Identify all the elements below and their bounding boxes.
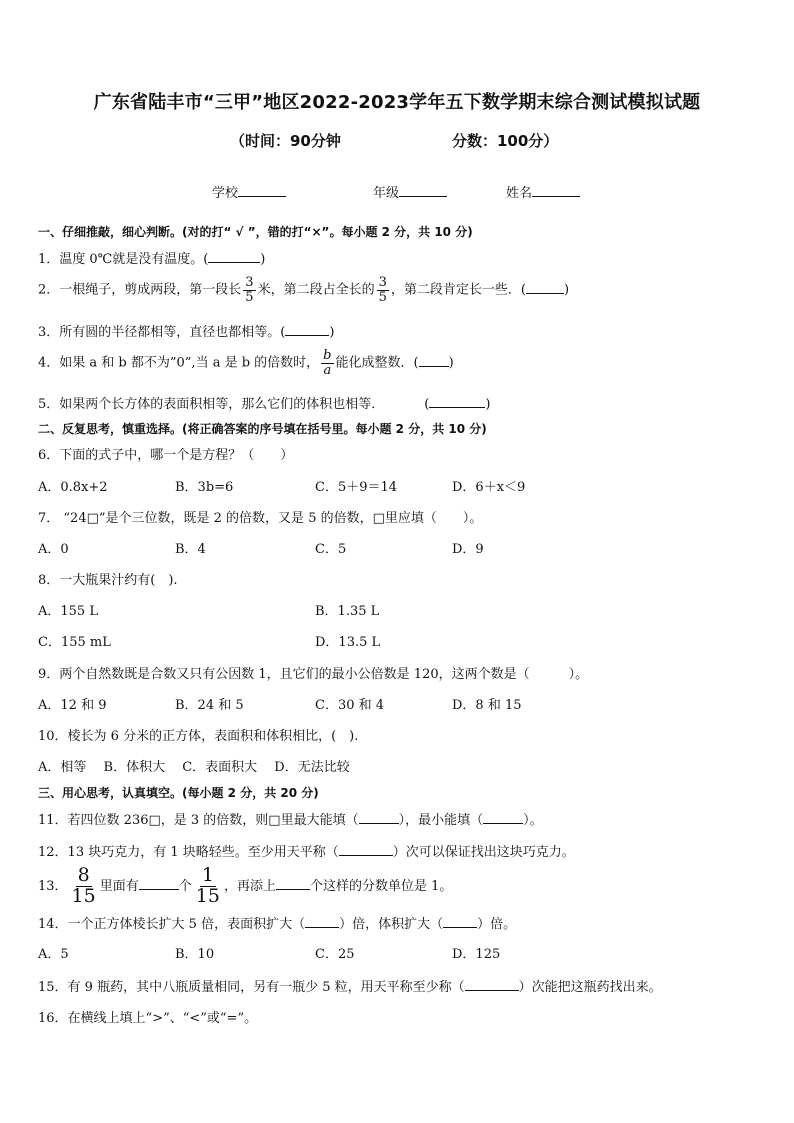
question-12: [38, 845, 575, 859]
q14-blank-1[interactable]: [305, 917, 339, 928]
grade-label: 年级: [373, 186, 400, 201]
q6-option-c[interactable]: C．5＋9＝14: [315, 480, 398, 495]
q4-close: ): [448, 355, 454, 371]
school-blank[interactable]: [238, 184, 286, 197]
q2-fraction-2: [377, 276, 389, 304]
q3-answer-blank[interactable]: [285, 325, 329, 336]
q13-frac2-den: 15: [195, 884, 220, 907]
question-1: [38, 252, 265, 266]
q14-option-b[interactable]: B．10: [175, 947, 215, 962]
q14-blank-2[interactable]: [443, 917, 477, 928]
q7-option-a[interactable]: A．0: [38, 542, 69, 557]
q14-option-a[interactable]: A．5: [38, 947, 69, 962]
q11-blank-2[interactable]: [483, 813, 523, 824]
q14-text-b: ）倍，体积扩大（: [339, 917, 444, 932]
q13-text-b: 里面有: [99, 878, 139, 894]
q13-blank-2[interactable]: [276, 879, 310, 890]
q15-blank[interactable]: [465, 980, 519, 991]
q14-option-d[interactable]: D．125: [452, 947, 501, 962]
q5-open: (: [424, 397, 430, 412]
q15-text-a: 15．有 9 瓶药，其中八瓶质量相同，另有一瓶少 5 粒，用天平称至少称（: [38, 980, 465, 995]
question-5: [38, 397, 490, 411]
q13-text-a: 13．: [38, 878, 68, 894]
q13-text-c: 个: [178, 878, 192, 894]
section2-heading: 二、反复思考，慎重选择。(将正确答案的序号填在括号里。每小题 2 分，共 10 分): [38, 422, 487, 436]
q2-frac1-num: 3: [245, 275, 254, 290]
exam-time: （时间：90分钟: [230, 132, 341, 150]
question-3: [38, 325, 334, 339]
q8-option-b[interactable]: B．1.35 L: [315, 604, 380, 619]
q2-text-c: ，第二段肯定长一些．(: [390, 282, 526, 298]
q11-text-c: ）。: [523, 813, 543, 828]
exam-score: 分数：100分）: [452, 132, 559, 150]
q5-text: 5．如果两个长方体的表面积相等，那么它们的体积也相等．: [38, 397, 385, 412]
q4-frac-den: a: [323, 362, 332, 378]
q12-blank[interactable]: [339, 845, 393, 856]
q10-options[interactable]: A．相等 B．体积大 C．表面积大 D．无法比较: [38, 760, 350, 775]
question-7: 7． “24□”是个三位数，既是 2 的倍数，又是 5 的倍数，□里应填（ ）。: [38, 511, 483, 526]
q7-option-d[interactable]: D．9: [452, 542, 484, 557]
question-15: [38, 980, 662, 994]
q11-blank-1[interactable]: [359, 813, 399, 824]
q14-text-a: 14．一个正方体棱长扩大 5 倍，表面积扩大（: [38, 917, 306, 932]
question-2: [38, 276, 569, 304]
q6-option-a[interactable]: A．0.8x+2: [38, 480, 108, 495]
q11-text-b: ），最小能填（: [398, 813, 484, 828]
q13-text-d: ，再添上: [223, 878, 276, 894]
q4-text-a: 4．如果 a 和 b 都不为”0”,当 a 是 b 的倍数时，: [38, 355, 320, 371]
q8-option-c[interactable]: C．155 mL: [38, 635, 111, 650]
q9-option-a[interactable]: A．12 和 9: [38, 698, 107, 713]
q13-blank-1[interactable]: [139, 879, 179, 890]
q5-answer-blank[interactable]: [429, 397, 485, 408]
q8-option-d[interactable]: D．13.5 L: [315, 635, 381, 650]
q7-option-c[interactable]: C．5: [315, 542, 347, 557]
grade-field[interactable]: [373, 182, 447, 201]
grade-blank[interactable]: [399, 184, 447, 197]
q9-option-b[interactable]: B．24 和 5: [175, 698, 244, 713]
q1-text: 1．温度 0℃就是没有温度。(: [38, 252, 209, 267]
question-14: [38, 917, 516, 931]
q6-option-b[interactable]: B．3b=6: [175, 480, 234, 495]
q2-close: ): [563, 282, 570, 298]
name-blank[interactable]: [532, 184, 580, 197]
name-label: 姓名: [506, 186, 533, 201]
school-label: 学校: [212, 186, 239, 201]
q5-close: ): [485, 397, 491, 412]
q2-frac1-den: 5: [245, 289, 254, 305]
q4-frac-num: b: [323, 348, 332, 363]
q2-frac2-den: 5: [378, 289, 387, 305]
q13-fraction-2: [194, 866, 222, 907]
q8-option-a[interactable]: A．155 L: [38, 604, 98, 619]
q2-text-b: 米，第二段占全长的: [257, 282, 375, 298]
q2-fraction-1: [243, 276, 255, 304]
school-field[interactable]: [212, 182, 286, 201]
section1-heading: 一、仔细推敲，细心判断。(对的打“ √ ”，错的打“×”。每小题 2 分，共 10 分): [38, 225, 473, 239]
q13-frac1-num: 8: [77, 864, 90, 886]
name-field[interactable]: [506, 182, 580, 201]
question-10: 10．棱长为 6 分米的正方体，表面积和体积相比，( ).: [38, 729, 359, 744]
q1-answer-blank[interactable]: [208, 252, 260, 263]
q4-answer-blank[interactable]: [419, 356, 449, 367]
q6-option-d[interactable]: D．6＋x＜9: [452, 480, 526, 495]
question-11: [38, 813, 543, 827]
question-6: 6．下面的式子中，哪一个是方程？（ ）: [38, 448, 294, 463]
q14-text-c: ）倍。: [477, 917, 517, 932]
q9-option-d[interactable]: D．8 和 15: [452, 698, 522, 713]
question-13: [38, 866, 452, 907]
q4-fraction: [321, 349, 333, 377]
q2-text-a: 2．一根绳子，剪成两段，第一段长: [38, 282, 242, 298]
q14-option-c[interactable]: C．25: [315, 947, 355, 962]
q7-option-b[interactable]: B．4: [175, 542, 206, 557]
q11-text-a: 11．若四位数 236□，是 3 的倍数，则□里最大能填（: [38, 813, 359, 828]
page-title: 广东省陆丰市“三甲”地区2022-2023学年五下数学期末综合测试模拟试题: [93, 92, 701, 113]
q1-close: ): [260, 252, 266, 267]
section3-heading: 三、用心思考，认真填空。(每小题 2 分，共 20 分): [38, 786, 319, 800]
q12-text-b: ）次可以保证找出这块巧克力。: [392, 845, 575, 860]
q3-text: 3．所有圆的半径都相等，直径也都相等。(: [38, 325, 286, 340]
question-16: 16．在横线上填上“>”、“<”或“=”。: [38, 1011, 258, 1026]
q4-text-b: 能化成整数．(: [335, 355, 419, 371]
q13-text-e: 个这样的分数单位是 1。: [309, 878, 453, 894]
q2-frac2-num: 3: [378, 275, 387, 290]
q2-answer-blank[interactable]: [526, 283, 564, 294]
q3-close: ): [329, 325, 335, 340]
q15-text-b: ）次能把这瓶药找出来。: [518, 980, 662, 995]
q13-fraction-1: [70, 866, 98, 907]
question-4: [38, 349, 454, 377]
question-9: 9．两个自然数既是合数又只有公因数 1，且它们的最小公倍数是 120，这两个数是（ ）。: [38, 667, 589, 682]
exam-info: [230, 130, 559, 151]
q13-frac2-num: 1: [201, 864, 214, 886]
q9-option-c[interactable]: C．30 和 4: [315, 698, 385, 713]
question-8: 8．一大瓶果汁约有( ).: [38, 573, 178, 588]
q13-frac1-den: 15: [71, 884, 96, 907]
q12-text-a: 12．13 块巧克力，有 1 块略轻些。至少用天平称（: [38, 845, 339, 860]
